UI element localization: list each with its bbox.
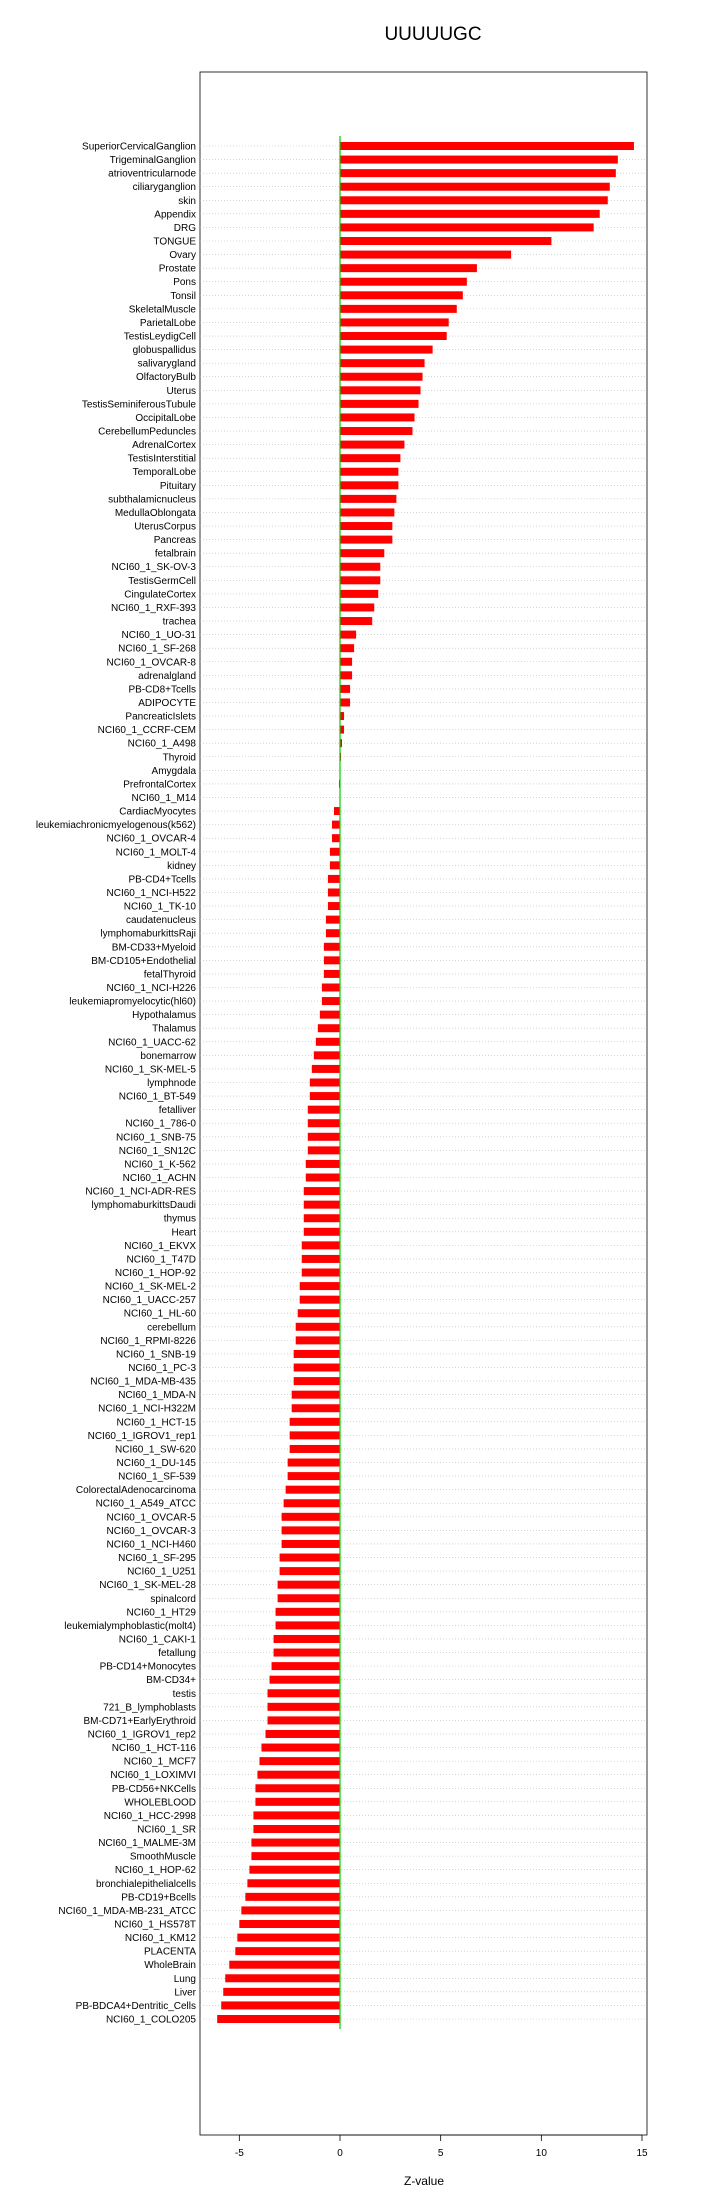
bar <box>296 1336 340 1344</box>
bar <box>300 1296 340 1304</box>
category-label: Thyroid <box>162 752 196 764</box>
category-label: TestisLeydigCell <box>123 331 196 343</box>
category-label: BM-CD105+Endothelial <box>91 955 196 967</box>
bar <box>310 1092 340 1100</box>
category-label: WHOLEBLOOD <box>124 1797 196 1809</box>
category-label: SuperiorCervicalGanglion <box>82 141 196 153</box>
category-label: Hypothalamus <box>132 1010 196 1022</box>
bar <box>272 1662 340 1670</box>
bar <box>294 1364 340 1372</box>
bar <box>261 1744 340 1752</box>
bar <box>340 264 477 272</box>
category-label: NCI60_1_SF-539 <box>118 1471 196 1483</box>
category-label: kidney <box>167 860 196 872</box>
category-label: NCI60_1_SW-620 <box>115 1444 196 1456</box>
bar <box>306 1160 340 1168</box>
category-label: cerebellum <box>147 1322 196 1334</box>
bar <box>340 305 457 313</box>
category-label: PB-CD56+NKCells <box>111 1783 196 1795</box>
category-label: lymphnode <box>147 1078 196 1089</box>
category-label: CingulateCortex <box>124 589 196 601</box>
category-label: NCI60_1_LOXIMVI <box>110 1770 196 1782</box>
category-label: NCI60_1_HT29 <box>126 1607 196 1619</box>
bar <box>340 726 344 734</box>
bar <box>310 1079 340 1087</box>
category-label: spinalcord <box>150 1593 196 1605</box>
bar <box>308 1133 340 1141</box>
category-label: NCI60_1_SN12C <box>118 1145 196 1157</box>
category-label: Pons <box>173 277 196 289</box>
bar <box>332 821 340 829</box>
category-label: NCI60_1_NCI-H460 <box>106 1539 196 1551</box>
category-label: NCI60_1_CAKI-1 <box>118 1634 196 1646</box>
category-label: Amygdala <box>151 765 196 777</box>
bar <box>320 1011 340 1019</box>
bar <box>340 142 634 150</box>
bar <box>282 1540 340 1548</box>
category-label: MedullaOblongata <box>114 507 196 519</box>
bar <box>294 1377 340 1385</box>
category-label: Thalamus <box>152 1023 196 1035</box>
x-axis <box>235 2135 648 2159</box>
bar <box>340 346 433 354</box>
bar <box>223 1988 340 1996</box>
category-label: PB-BDCA4+Dentritic_Cells <box>75 2000 196 2012</box>
category-label: skin <box>178 195 196 207</box>
bar <box>340 251 511 259</box>
category-label: NCI60_1_MDA-N <box>118 1390 196 1402</box>
bar <box>332 834 340 842</box>
category-label: NCI60_1_K-562 <box>124 1159 196 1171</box>
category-label: NCI60_1_NCI-ADR-RES <box>85 1186 196 1198</box>
bar <box>304 1187 340 1195</box>
category-label: subthalamicnucleus <box>108 494 196 506</box>
category-label: NCI60_1_A498 <box>127 738 196 750</box>
bar <box>278 1594 340 1602</box>
category-label: AdrenalCortex <box>132 440 196 452</box>
category-label: Tonsil <box>170 290 196 302</box>
bar <box>259 1757 340 1765</box>
category-label: BM-CD71+EarlyErythroid <box>83 1715 196 1727</box>
category-label: salivarygland <box>137 358 196 370</box>
category-label: NCI60_1_MCF7 <box>123 1756 196 1768</box>
category-label: NCI60_1_SR <box>137 1824 196 1836</box>
x-tick-label: 15 <box>636 2148 648 2159</box>
bar <box>340 156 618 164</box>
category-label: TestisGermCell <box>128 575 196 587</box>
category-label: NCI60_1_SF-295 <box>118 1553 196 1565</box>
bar <box>340 495 396 503</box>
category-label: Prostate <box>158 263 196 275</box>
bar <box>268 1716 340 1724</box>
category-label: fetalliver <box>158 1105 196 1117</box>
category-label: ciliaryganglion <box>132 182 196 194</box>
bar <box>340 427 412 435</box>
category-label: Pituitary <box>159 480 196 492</box>
x-tick-label: 5 <box>437 2148 444 2159</box>
bar <box>221 2001 340 2009</box>
category-label: NCI60_1_SK-OV-3 <box>111 562 196 574</box>
category-label: PB-CD14+Monocytes <box>99 1661 196 1673</box>
bar <box>276 1608 340 1616</box>
bar <box>324 970 340 978</box>
bar <box>340 332 447 340</box>
bar <box>340 400 419 408</box>
x-axis-label: Z-value <box>403 2174 445 2188</box>
category-label: TONGUE <box>153 236 196 248</box>
category-label: trachea <box>162 616 196 628</box>
bar <box>229 1961 340 1969</box>
category-label: NCI60_1_RPMI-8226 <box>100 1335 196 1347</box>
bar <box>340 671 352 679</box>
bar <box>340 386 421 394</box>
category-label: TestisSeminiferousTubule <box>81 399 196 411</box>
bar <box>292 1404 340 1412</box>
category-label: NCI60_1_MDA-MB-435 <box>90 1376 196 1388</box>
bar <box>292 1391 340 1399</box>
bar <box>286 1486 340 1494</box>
bar <box>280 1567 340 1575</box>
bar <box>253 1811 340 1819</box>
category-label: NCI60_1_SNB-75 <box>115 1132 196 1144</box>
bar <box>302 1269 340 1277</box>
category-label: ColorectalAdenocarcinoma <box>75 1485 196 1497</box>
bar <box>217 2015 340 2023</box>
category-label: NCI60_1_M14 <box>131 792 196 804</box>
bar <box>328 875 340 883</box>
bar <box>340 508 394 516</box>
category-label: NCI60_1_BT-549 <box>118 1091 196 1103</box>
bar <box>340 712 344 720</box>
bar <box>340 698 350 706</box>
category-label: NCI60_1_PC-3 <box>128 1363 196 1375</box>
bar <box>239 1920 340 1928</box>
category-label: NCI60_1_EKVX <box>124 1240 196 1252</box>
bar <box>340 644 354 652</box>
bar <box>255 1784 340 1792</box>
bar <box>241 1906 340 1914</box>
category-label: fetalbrain <box>154 548 196 560</box>
category-label: NCI60_1_MALME-3M <box>98 1838 196 1850</box>
category-label: PB-CD8+Tcells <box>128 684 196 696</box>
category-label: NCI60_1_UACC-62 <box>108 1037 196 1049</box>
category-label: WholeBrain <box>144 1960 196 1972</box>
bar <box>253 1825 340 1833</box>
bar <box>334 807 340 815</box>
category-label: NCI60_1_RXF-393 <box>110 602 196 614</box>
bar <box>340 685 350 693</box>
x-tick-label: 10 <box>535 2148 547 2159</box>
category-label: testis <box>172 1688 196 1700</box>
bar <box>302 1241 340 1249</box>
category-label: NCI60_1_HL-60 <box>123 1308 196 1320</box>
bar <box>225 1974 340 1982</box>
category-label: thymus <box>163 1213 196 1225</box>
bar <box>296 1323 340 1331</box>
bar <box>280 1554 340 1562</box>
bar <box>247 1879 340 1887</box>
bar <box>340 590 378 598</box>
category-label: NCI60_1_HOP-62 <box>114 1865 196 1877</box>
category-label: lymphomaburkittsRaji <box>100 928 196 940</box>
bar <box>340 373 423 381</box>
category-label: NCI60_1_KM12 <box>124 1933 196 1945</box>
category-label: Liver <box>174 1987 196 1999</box>
bar <box>340 481 398 489</box>
category-label: TrigeminalGanglion <box>109 155 196 167</box>
category-label: NCI60_1_HCT-116 <box>111 1743 196 1755</box>
bar <box>268 1703 340 1711</box>
category-label: NCI60_1_UO-31 <box>121 630 196 642</box>
bar <box>340 278 467 286</box>
category-label: NCI60_1_TK-10 <box>123 901 196 913</box>
bar <box>312 1065 340 1073</box>
bar <box>290 1418 340 1426</box>
bar <box>306 1174 340 1182</box>
category-label: TemporalLobe <box>132 467 196 479</box>
bar <box>308 1146 340 1154</box>
bar <box>340 536 392 544</box>
category-label: Pancreas <box>153 535 196 547</box>
bar <box>340 237 551 245</box>
bar <box>340 617 372 625</box>
category-label: NCI60_1_ACHN <box>122 1173 196 1185</box>
category-label: NCI60_1_786-0 <box>125 1118 196 1130</box>
category-label: Lung <box>173 1973 196 1985</box>
category-label: NCI60_1_IGROV1_rep1 <box>87 1430 196 1442</box>
grid-layer <box>200 146 647 2019</box>
category-label: atrioventricularnode <box>108 168 196 180</box>
bar <box>251 1852 340 1860</box>
bar <box>340 522 392 530</box>
category-label: leukemialymphoblastic(molt4) <box>64 1620 196 1632</box>
category-label: NCI60_1_HCC-2998 <box>103 1810 196 1822</box>
category-label: NCI60_1_MDA-MB-231_ATCC <box>58 1905 196 1917</box>
category-label: NCI60_1_A549_ATCC <box>95 1498 196 1510</box>
category-label: PB-CD4+Tcells <box>128 874 196 886</box>
bar <box>324 943 340 951</box>
category-label: DRG <box>173 222 196 234</box>
category-label: NCI60_1_T47D <box>126 1254 196 1266</box>
bar <box>274 1635 340 1643</box>
bar <box>251 1839 340 1847</box>
bar <box>340 576 380 584</box>
bar <box>322 983 340 991</box>
bar <box>318 1024 340 1032</box>
bar <box>278 1581 340 1589</box>
bar <box>330 861 340 869</box>
category-label: bonemarrow <box>140 1050 196 1062</box>
category-label: NCI60_1_CCRF-CEM <box>97 725 196 737</box>
bar <box>294 1350 340 1358</box>
category-label: leukemiachronicmyelogenous(k562) <box>35 820 196 832</box>
bar <box>274 1649 340 1657</box>
bar <box>276 1621 340 1629</box>
bar <box>268 1689 340 1697</box>
category-label: PB-CD19+Bcells <box>121 1892 196 1904</box>
category-label: PancreaticIslets <box>125 711 196 723</box>
bar <box>288 1459 340 1467</box>
category-label: Ovary <box>169 250 196 262</box>
category-label: NCI60_1_MOLT-4 <box>115 847 196 859</box>
bar <box>324 956 340 964</box>
category-label: NCI60_1_SK-MEL-5 <box>104 1064 196 1076</box>
bar <box>282 1513 340 1521</box>
bar <box>322 997 340 1005</box>
category-label: NCI60_1_NCI-H226 <box>106 982 196 994</box>
bar <box>308 1119 340 1127</box>
bar <box>340 549 384 557</box>
bar <box>340 603 374 611</box>
category-label: PrefrontalCortex <box>123 779 196 791</box>
bar <box>304 1228 340 1236</box>
bar <box>340 658 352 666</box>
category-label: Uterus <box>166 385 196 397</box>
category-label: NCI60_1_HCT-15 <box>116 1417 196 1429</box>
bar <box>288 1472 340 1480</box>
category-label: lymphomaburkittsDaudi <box>91 1200 196 1212</box>
bar <box>340 183 610 191</box>
bar <box>328 888 340 896</box>
bar <box>340 413 414 421</box>
bar <box>340 454 400 462</box>
bar <box>255 1798 340 1806</box>
category-label: fetallung <box>158 1648 196 1660</box>
category-label: bronchialepithelialcells <box>95 1878 196 1890</box>
bar <box>340 318 449 326</box>
bar <box>290 1431 340 1439</box>
bar <box>326 916 340 924</box>
category-label: CerebellumPeduncles <box>98 426 196 438</box>
bar <box>340 468 398 476</box>
category-label: CardiacMyocytes <box>119 806 196 818</box>
category-label: ParietalLobe <box>139 317 196 329</box>
bar <box>237 1934 340 1942</box>
bar <box>300 1282 340 1290</box>
chart-title: UUUUUGC <box>384 24 482 45</box>
category-label: Appendix <box>154 209 196 221</box>
category-label: NCI60_1_IGROV1_rep2 <box>87 1729 196 1741</box>
category-label: BM-CD34+ <box>146 1675 196 1687</box>
category-label: NCI60_1_NCI-H522 <box>106 887 196 899</box>
category-label: SkeletalMuscle <box>128 304 196 316</box>
category-label: caudatenucleus <box>125 915 196 927</box>
bar <box>340 291 463 299</box>
bar <box>302 1255 340 1263</box>
category-label: 721_B_lymphoblasts <box>103 1702 196 1714</box>
bar <box>340 631 356 639</box>
bar <box>304 1214 340 1222</box>
label-layer <box>36 142 197 2026</box>
bar <box>328 902 340 910</box>
bar <box>235 1947 340 1955</box>
category-label: OlfactoryBulb <box>135 372 196 384</box>
category-label: BM-CD33+Myeloid <box>111 942 196 954</box>
category-label: NCI60_1_OVCAR-4 <box>106 833 196 845</box>
category-label: OccipitalLobe <box>135 412 196 424</box>
category-label: NCI60_1_OVCAR-3 <box>106 1525 196 1537</box>
category-label: NCI60_1_HS578T <box>114 1919 196 1931</box>
category-label: NCI60_1_SNB-19 <box>115 1349 196 1361</box>
category-label: UterusCorpus <box>134 521 196 533</box>
category-label: TestisInterstitial <box>127 453 196 465</box>
category-label: NCI60_1_SF-268 <box>118 643 196 655</box>
bar <box>245 1893 340 1901</box>
category-label: PLACENTA <box>143 1946 196 1958</box>
bar <box>257 1771 340 1779</box>
category-label: fetalThyroid <box>143 969 196 981</box>
bar <box>340 441 404 449</box>
bar <box>270 1676 340 1684</box>
category-label: NCI60_1_HOP-92 <box>114 1268 196 1280</box>
category-label: NCI60_1_OVCAR-8 <box>106 657 196 669</box>
bar <box>290 1445 340 1453</box>
x-tick-label: 0 <box>337 2148 343 2159</box>
category-label: NCI60_1_NCI-H322M <box>98 1403 196 1415</box>
category-label: adrenalgland <box>138 670 196 682</box>
x-tick-label: -5 <box>234 2148 244 2159</box>
bar <box>340 196 608 204</box>
bar <box>326 929 340 937</box>
bar <box>308 1106 340 1114</box>
category-label: NCI60_1_COLO205 <box>105 2014 196 2026</box>
category-label: NCI60_1_UACC-257 <box>102 1295 196 1307</box>
bar <box>284 1499 340 1507</box>
category-label: leukemiapromyelocytic(hl60) <box>69 996 196 1008</box>
category-label: SmoothMuscle <box>129 1851 196 1863</box>
bar <box>282 1526 340 1534</box>
category-label: NCI60_1_SK-MEL-2 <box>104 1281 196 1293</box>
bar <box>249 1866 340 1874</box>
bar <box>340 359 425 367</box>
category-label: NCI60_1_U251 <box>127 1566 196 1578</box>
bar <box>314 1051 340 1059</box>
bar <box>340 223 594 231</box>
category-label: globuspallidus <box>132 345 196 357</box>
category-label: NCI60_1_SK-MEL-28 <box>99 1580 196 1592</box>
bar <box>266 1730 340 1738</box>
bar <box>316 1038 340 1046</box>
category-label: Heart <box>171 1227 196 1239</box>
bar <box>298 1309 340 1317</box>
bar <box>340 169 616 177</box>
category-label: NCI60_1_DU-145 <box>116 1458 196 1470</box>
category-label: ADIPOCYTE <box>138 697 196 709</box>
bar <box>340 563 380 571</box>
bar <box>330 848 340 856</box>
bar <box>340 210 600 218</box>
category-label: NCI60_1_OVCAR-5 <box>106 1512 196 1524</box>
bar <box>304 1201 340 1209</box>
